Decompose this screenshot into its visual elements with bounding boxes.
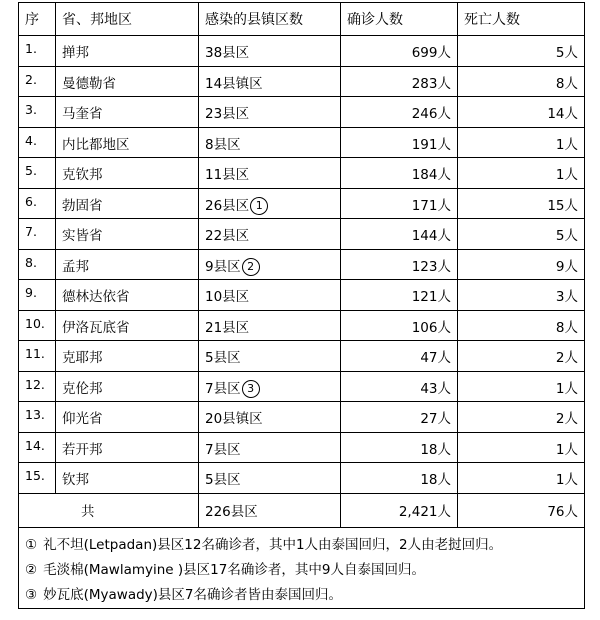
death-count: 2人 <box>458 341 585 372</box>
row-number: 3. <box>19 97 56 128</box>
township-count: 23县区 <box>199 97 341 128</box>
region-name: 克耶邦 <box>56 341 199 372</box>
total-row <box>19 493 585 527</box>
region-name: 实皆省 <box>56 219 199 250</box>
region-name: 孟邦 <box>56 249 199 280</box>
header-row <box>19 3 585 36</box>
township-count: 22县区 <box>199 219 341 250</box>
header-region: 省、邦地区 <box>56 3 199 36</box>
death-count: 8人 <box>458 310 585 341</box>
row-number: 7. <box>19 219 56 250</box>
row-number: 1. <box>19 36 56 67</box>
footnote-text: 礼不坦(Letpadan)县区12名确诊者，其中1人由泰国回归，2人由老挝回归。 <box>43 536 503 553</box>
table-row <box>19 127 585 158</box>
row-number: 11. <box>19 341 56 372</box>
death-count: 15人 <box>458 188 585 219</box>
township-count: 11县区 <box>199 158 341 189</box>
footnote-text: 妙瓦底(Myawady)县区7名确诊者皆由泰国回归。 <box>43 586 343 603</box>
total-confirmed: 2,421人 <box>341 493 458 527</box>
death-count: 1人 <box>458 127 585 158</box>
township-count: 14县镇区 <box>199 66 341 97</box>
death-count: 8人 <box>458 66 585 97</box>
covid-stats-table <box>18 2 585 609</box>
death-count: 9人 <box>458 249 585 280</box>
death-count: 1人 <box>458 371 585 402</box>
footnote-mark: ① <box>25 536 38 553</box>
death-count: 1人 <box>458 158 585 189</box>
row-number: 13. <box>19 402 56 433</box>
table-row <box>19 249 585 280</box>
row-number: 6. <box>19 188 56 219</box>
region-name: 曼德勒省 <box>56 66 199 97</box>
region-name: 马奎省 <box>56 97 199 128</box>
row-number: 9. <box>19 280 56 311</box>
region-name: 仰光省 <box>56 402 199 433</box>
table-row <box>19 463 585 494</box>
confirmed-count: 18人 <box>341 463 458 494</box>
township-count: 26县区 1 <box>199 188 341 219</box>
region-name: 勃固省 <box>56 188 199 219</box>
row-number: 2. <box>19 66 56 97</box>
footnote-marker: 3 <box>242 380 260 398</box>
township-count: 9县区 2 <box>199 249 341 280</box>
region-name: 克伦邦 <box>56 371 199 402</box>
confirmed-count: 171人 <box>341 188 458 219</box>
region-name: 钦邦 <box>56 463 199 494</box>
footnote-mark: ③ <box>25 586 38 603</box>
footnotes <box>19 527 585 608</box>
table-row <box>19 36 585 67</box>
table-row <box>19 66 585 97</box>
death-count: 2人 <box>458 402 585 433</box>
row-number: 15. <box>19 463 56 494</box>
township-count: 5县区 <box>199 341 341 372</box>
confirmed-count: 18人 <box>341 432 458 463</box>
total-deaths: 76人 <box>458 493 585 527</box>
confirmed-count: 121人 <box>341 280 458 311</box>
table-row <box>19 432 585 463</box>
township-count: 5县区 <box>199 463 341 494</box>
region-name: 掸邦 <box>56 36 199 67</box>
footnote-marker: 2 <box>242 258 260 276</box>
table-row <box>19 188 585 219</box>
confirmed-count: 106人 <box>341 310 458 341</box>
death-count: 14人 <box>458 97 585 128</box>
region-name: 若开邦 <box>56 432 199 463</box>
confirmed-count: 699人 <box>341 36 458 67</box>
header-deaths: 死亡人数 <box>458 3 585 36</box>
confirmed-count: 184人 <box>341 158 458 189</box>
footnote-text: 毛淡棉(Mawlamyine )县区17名确诊者，其中9人自泰国回归。 <box>43 561 425 578</box>
table-row <box>19 310 585 341</box>
total-label: 共 <box>19 493 199 527</box>
confirmed-count: 27人 <box>341 402 458 433</box>
row-number: 4. <box>19 127 56 158</box>
table-row <box>19 97 585 128</box>
death-count: 1人 <box>458 463 585 494</box>
table-row <box>19 341 585 372</box>
footnote-item <box>25 558 578 583</box>
township-count: 10县区 <box>199 280 341 311</box>
footnote-mark: ② <box>25 561 38 578</box>
footnote-item <box>25 533 578 558</box>
table-row <box>19 158 585 189</box>
death-count: 1人 <box>458 432 585 463</box>
table-row <box>19 402 585 433</box>
footnote-item <box>25 583 578 608</box>
notes-row <box>19 527 585 608</box>
confirmed-count: 283人 <box>341 66 458 97</box>
row-number: 14. <box>19 432 56 463</box>
header-no: 序 <box>19 3 56 36</box>
confirmed-count: 246人 <box>341 97 458 128</box>
header-townships: 感染的县镇区数 <box>199 3 341 36</box>
township-count: 38县区 <box>199 36 341 67</box>
death-count: 5人 <box>458 219 585 250</box>
death-count: 3人 <box>458 280 585 311</box>
table-row <box>19 219 585 250</box>
region-name: 内比都地区 <box>56 127 199 158</box>
confirmed-count: 191人 <box>341 127 458 158</box>
table-row <box>19 280 585 311</box>
row-number: 12. <box>19 371 56 402</box>
table-row <box>19 371 585 402</box>
confirmed-count: 43人 <box>341 371 458 402</box>
township-count: 7县区 3 <box>199 371 341 402</box>
township-count: 8县区 <box>199 127 341 158</box>
table-body <box>19 36 585 494</box>
row-number: 10. <box>19 310 56 341</box>
township-count: 7县区 <box>199 432 341 463</box>
confirmed-count: 123人 <box>341 249 458 280</box>
region-name: 伊洛瓦底省 <box>56 310 199 341</box>
total-townships: 226县区 <box>199 493 341 527</box>
township-count: 20县镇区 <box>199 402 341 433</box>
confirmed-count: 47人 <box>341 341 458 372</box>
region-name: 德林达依省 <box>56 280 199 311</box>
confirmed-count: 144人 <box>341 219 458 250</box>
region-name: 克钦邦 <box>56 158 199 189</box>
row-number: 5. <box>19 158 56 189</box>
header-confirmed: 确诊人数 <box>341 3 458 36</box>
township-count: 21县区 <box>199 310 341 341</box>
footnote-marker: 1 <box>250 197 268 215</box>
row-number: 8. <box>19 249 56 280</box>
death-count: 5人 <box>458 36 585 67</box>
